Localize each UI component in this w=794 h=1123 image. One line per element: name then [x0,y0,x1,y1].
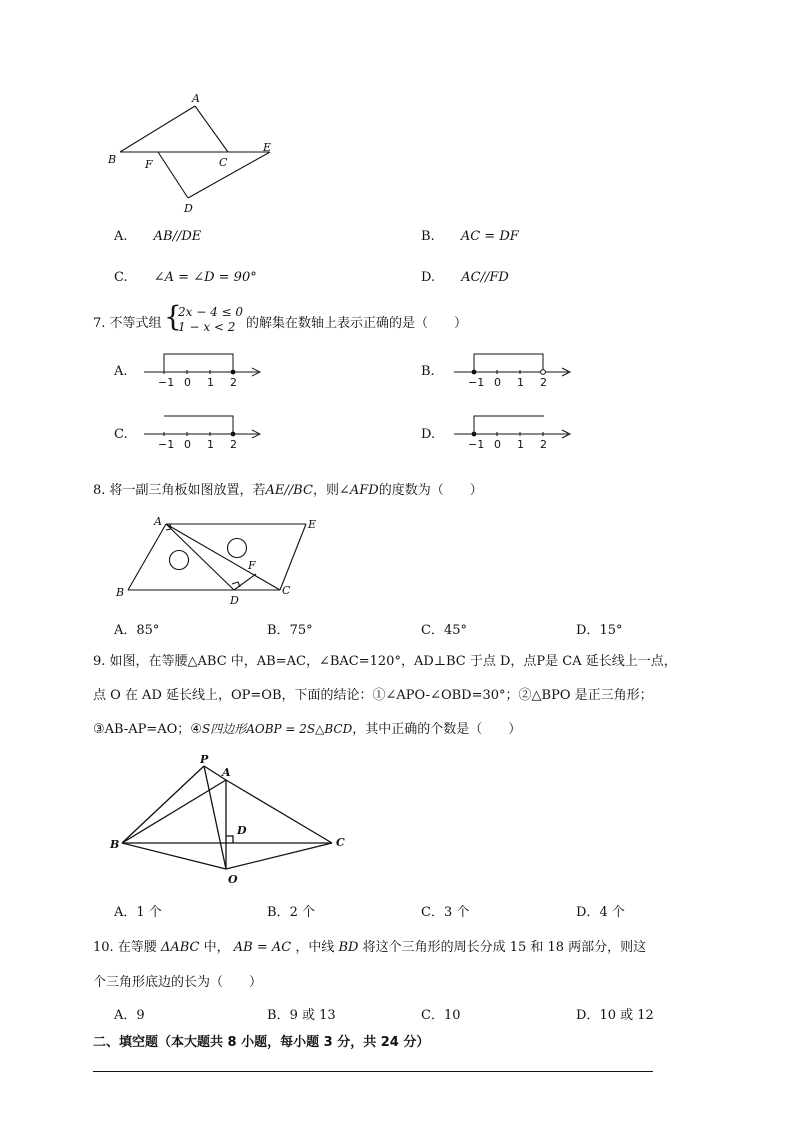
q7-option-a[interactable]: A. [114,364,128,379]
q8-label-b: B [116,586,125,599]
q6-figure [100,88,290,218]
q10-option-d[interactable]: D．10 或 12 [576,1008,654,1023]
q9-option-c[interactable]: C．3 个 [421,905,470,920]
q9-label-p: P [200,753,209,766]
q6-label-e: E [263,141,272,154]
q9-option-d[interactable]: D．4 个 [576,905,625,920]
svg-text:0: 0 [184,376,191,389]
q8-option-c[interactable]: C．45° [421,623,467,638]
q10-stem-line-2: 个三角形底边的长为（ ） [93,975,263,990]
q7-stem-suffix: 的解集在数轴上表示正确的是（ ） [246,316,468,331]
q9-option-b[interactable]: B．2 个 [267,905,315,920]
svg-text:−1: −1 [468,376,485,389]
section-2-title: 二、填空题（本大题共 8 小题，每小题 3 分，共 24 分） [93,1035,430,1050]
q6-label-f: F [145,158,153,171]
answer-divider [93,1071,653,1072]
svg-text:2: 2 [230,376,237,389]
svg-text:0: 0 [494,376,501,389]
q9-stem-line-3: ③AB-AP=AO；④S四边形AOBP = 2S△BCD，其中正确的个数是（ ） [93,722,522,737]
q8-label-a: A [154,515,162,528]
q7-number-line-a [140,350,265,390]
q9-label-a: A [222,766,231,779]
q8-option-d[interactable]: D．15° [576,623,623,638]
q6-option-c[interactable]: C. ∠A = ∠D = 90° [114,270,257,285]
q6-label-a: A [192,92,200,105]
q8-stem: 8. 将一副三角板如图放置，若AE//BC，则∠AFD的度数为（ ） [93,483,483,498]
q8-option-a[interactable]: A．85° [114,623,160,638]
q10-stem-line-1: 10. 在等腰 ΔABC 中， AB = AC ，中线 BD 将这个三角形的周长分成 15 和 18 两部分，则这 [93,940,647,955]
q9-label-b: B [110,838,120,851]
q8-option-b[interactable]: B．75° [267,623,313,638]
q8-label-e: E [308,518,317,531]
svg-text:1: 1 [517,438,524,451]
q7-stem-prefix: 7. 不等式组 [93,316,162,331]
q9-figure [104,752,354,888]
svg-text:−1: −1 [158,438,175,451]
q7-option-c[interactable]: C. [114,427,128,442]
q10-option-b[interactable]: B．9 或 13 [267,1008,336,1023]
q6-option-b[interactable]: B. AC = DF [421,229,519,244]
q9-label-d: D [237,824,247,837]
q8-label-d: D [230,594,239,606]
svg-text:0: 0 [184,438,191,451]
q6-option-d[interactable]: D. AC//FD [421,270,509,285]
q10-option-a[interactable]: A．9 [114,1008,145,1023]
svg-text:−1: −1 [468,438,485,451]
q9-label-o: O [228,873,238,886]
q7-inequality-1: 2x − 4 ≤ 0 [178,305,244,319]
q7-number-line-d [450,412,575,452]
svg-text:−1: −1 [158,376,175,389]
svg-text:2: 2 [540,376,547,389]
q8-label-c: C [282,584,291,597]
q7-inequality-2: 1 − x < 2 [178,320,236,334]
svg-text:2: 2 [230,438,237,451]
q6-option-a[interactable]: A. AB//DE [114,229,202,244]
q7-number-line-b [450,350,575,390]
q6-label-c: C [219,156,228,169]
q8-label-f: F [248,559,256,572]
svg-text:1: 1 [517,376,524,389]
q6-label-d: D [184,202,193,215]
q6-label-b: B [108,153,117,166]
svg-text:2: 2 [540,438,547,451]
brace-icon: { [164,300,182,333]
q9-stem-line-2: 点 O 在 AD 延长线上，OP=OB，下面的结论：①∠APO-∠OBD=30°；②△BPO 是正三角形； [93,688,653,703]
svg-text:1: 1 [207,376,214,389]
svg-text:1: 1 [207,438,214,451]
q10-option-c[interactable]: C．10 [421,1008,461,1023]
svg-text:0: 0 [494,438,501,451]
q8-figure [108,512,338,606]
q7-option-b[interactable]: B. [421,364,435,379]
q9-label-c: C [336,836,345,849]
q9-option-a[interactable]: A．1 个 [114,905,162,920]
q7-number-line-c [140,412,265,452]
q7-option-d[interactable]: D. [421,427,436,442]
q9-stem-line-1: 9. 如图，在等腰△ABC 中，AB=AC，∠BAC=120°，AD⊥BC 于点 D，点P是 CA 延长线上一点， [93,654,677,669]
